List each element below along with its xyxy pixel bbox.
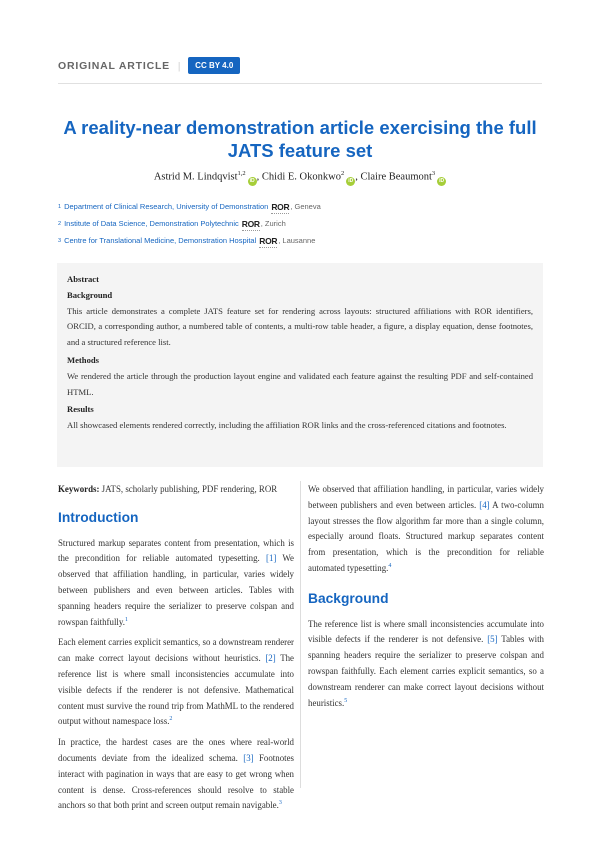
abstract-section-text: This article demonstrates a complete JATS feature set for rendering across layouts: structured affiliations with ROR identifiers, ORCID, a corresponding author, a numbered table of contents, a multi-row table header, a figure, a display equation, dense footnotes, and a structured reference list. [67, 305, 533, 348]
footnote-link[interactable]: 4 [388, 563, 392, 570]
ror-icon[interactable]: ROR [241, 218, 260, 229]
right-column-content [308, 482, 544, 716]
keywords [58, 482, 294, 498]
abstract-heading: Abstract [67, 274, 99, 284]
author-name: Chidi E. Okonkwo [261, 171, 341, 183]
author-affil-sup: 3 [431, 170, 436, 177]
article-type-label: ORIGINAL ARTICLE [58, 59, 170, 72]
author-list [0, 170, 600, 186]
keywords-label: Keywords: [58, 484, 100, 494]
article-header [58, 57, 240, 74]
license-badge[interactable]: CC BY 4.0 [188, 57, 240, 74]
abstract-section-text: All showcased elements rendered correctly, including the affiliation ROR links and the cross-referenced citations and footnotes. [67, 420, 507, 431]
affiliation-number: 3 [58, 237, 62, 244]
paragraph-text: Tables with spanning headers require the serializer to preserve colspan and rowspan faithfully. Each element carries explicit semantics, so a downstream renderer can make correct layout decisions without heuristics. [308, 634, 544, 708]
affiliation-city: , Zurich [260, 219, 286, 228]
author-separator: , [256, 171, 260, 183]
citation-link[interactable]: [1] [265, 553, 277, 564]
affiliation-number: 2 [58, 220, 62, 227]
column-divider [300, 481, 301, 788]
affiliation-item [58, 198, 321, 215]
paragraph-text: We observed that affiliation handling, in particular, varies widely between publishers and even between articles. Tables with spanning headers require the serializer to preserve colspan and rowspan faithfully. [58, 553, 294, 627]
author-name: Astrid M. Lindqvist [153, 171, 238, 183]
paragraph-text: The reference list is where small inconsistencies accumulate into visible defects if the renderer is not defensive. Mathematical content must survive the round trip from MathML to the rendered output without namespace loss. [58, 653, 294, 727]
affiliation-item [58, 232, 321, 249]
article-title: A reality-near demonstration article exercising the full JATS feature set [63, 117, 537, 161]
author-affil-sup: 2 [340, 170, 345, 177]
orcid-icon[interactable]: iD [249, 177, 255, 184]
footnote-link[interactable]: 3 [278, 800, 282, 807]
paragraph-text: Structured markup separates content from presentation, which is the precondition for reliable automated typesetting. [58, 537, 294, 564]
author-affil-sup: 1,2 [237, 170, 246, 177]
paragraph [58, 635, 294, 730]
abstract-box [57, 263, 543, 467]
affiliation-link[interactable]: Institute of Data Science, Demonstration Polytechnic [64, 219, 239, 228]
paragraph [58, 536, 294, 631]
citation-link[interactable]: [2] [265, 653, 276, 664]
paragraph-text: We observed that affiliation handling, in particular, varies widely between publishers and even between articles. [308, 484, 544, 510]
citation-link[interactable]: [3] [243, 752, 254, 763]
keywords-text: JATS, scholarly publishing, PDF rendering, ROR [99, 484, 278, 494]
affiliation-city: , Lausanne [278, 236, 316, 245]
affiliation-link[interactable]: Department of Clinical Research, University of Demonstration [64, 202, 269, 211]
paragraph [308, 617, 544, 712]
citation-link[interactable]: [4] [479, 499, 490, 510]
abstract-section-heading: Background [67, 289, 113, 300]
ror-icon[interactable]: ROR [259, 235, 278, 246]
header-separator: | [177, 59, 181, 72]
paragraph-text: In practice, the hardest cases are the ones where real-world documents deviate from the idealized schema. [58, 737, 294, 763]
paragraph-text: The reference list is where small inconsistencies accumulate into visible defects if the renderer is not defensive. [308, 618, 544, 645]
abstract-section-heading: Methods [67, 354, 99, 365]
footnote-link[interactable]: 1 [124, 616, 128, 623]
paragraph-text: A two-column layout stresses the flow algorithm far more than a single column, especially around floats. Structured markup separates content from presentation, which is the precondition for reliable automated typesetting. [308, 499, 544, 573]
orcid-icon[interactable]: iD [439, 177, 445, 184]
affiliation-number: 1 [58, 203, 62, 210]
affiliation-list [58, 198, 321, 249]
paragraph [58, 735, 294, 814]
section-heading-introduction: Introduction [58, 509, 139, 525]
affiliation-city: , Geneva [290, 202, 321, 211]
author-separator: , [355, 171, 361, 183]
abstract-section-heading: Results [67, 404, 94, 415]
ror-icon[interactable]: ROR [271, 201, 290, 212]
paragraph-text: Each element carries explicit semantics, so a downstream renderer can make correct layout decisions without heuristics. [58, 637, 294, 664]
footnote-link[interactable]: 2 [169, 716, 173, 723]
affiliation-link[interactable]: Centre for Translational Medicine, Demonstration Hospital [64, 236, 257, 245]
paragraph [308, 482, 544, 577]
orcid-icon[interactable]: iD [348, 177, 354, 184]
abstract-section-text: We rendered the article through the production layout engine and validated each feature against the resulting PDF and self-contained HTML. [67, 370, 533, 397]
citation-link[interactable]: [5] [487, 634, 498, 645]
paragraph-text: Footnotes interact with pagination in ways that are easy to get wrong when content is dense. Cross-references should resolve to stable anchors so that both print and screen output remain navigable. [58, 752, 295, 811]
left-column [58, 482, 294, 819]
footnote-link[interactable]: 5 [344, 697, 348, 704]
section-heading-background: Background [308, 590, 389, 606]
header-rule [58, 83, 542, 84]
author-name: Claire Beaumont [360, 171, 432, 183]
affiliation-item [58, 215, 321, 232]
